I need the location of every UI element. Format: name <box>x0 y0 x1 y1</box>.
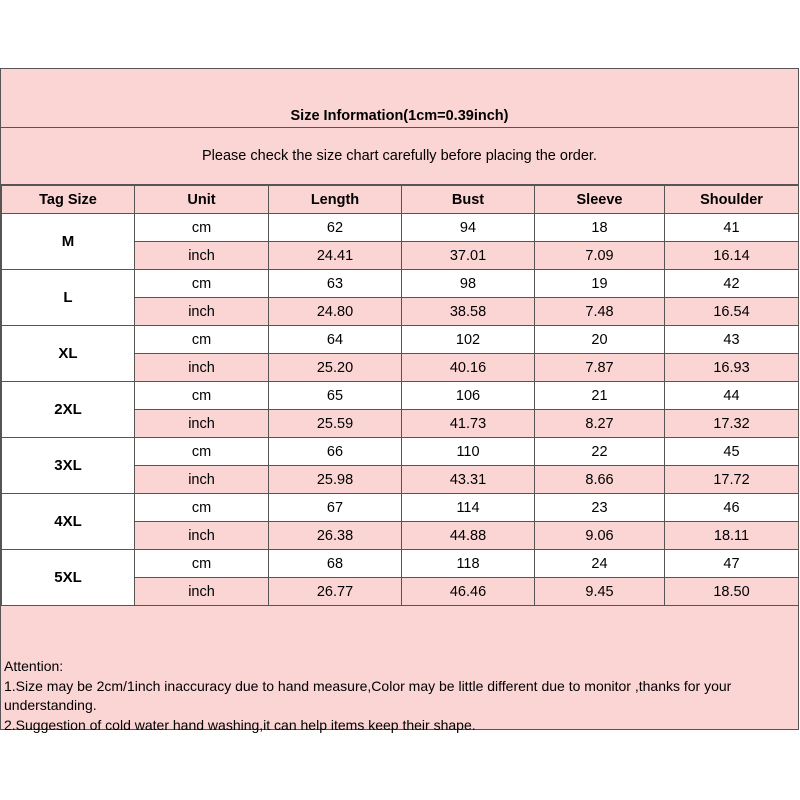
tag-size-cell: XL <box>2 326 135 382</box>
tag-size-cell: L <box>2 270 135 326</box>
shoulder-cell: 43 <box>665 326 799 354</box>
unit-cell: inch <box>135 466 269 494</box>
unit-cell: inch <box>135 578 269 606</box>
attention-line-2: 2.Suggestion of cold water hand washing,it can help items keep their shape. <box>4 716 476 733</box>
table-row <box>2 550 799 578</box>
tag-size-cell: 4XL <box>2 494 135 550</box>
sleeve-cell: 22 <box>535 438 665 466</box>
header-shoulder: Shoulder <box>665 186 799 214</box>
shoulder-cell: 44 <box>665 382 799 410</box>
shoulder-cell: 41 <box>665 214 799 242</box>
bust-cell: 98 <box>402 270 535 298</box>
bust-cell: 106 <box>402 382 535 410</box>
size-notice: Please check the size chart carefully before placing the order. <box>202 148 597 164</box>
length-cell: 64 <box>269 326 402 354</box>
sleeve-cell: 19 <box>535 270 665 298</box>
size-table-body <box>2 214 799 606</box>
length-cell: 26.77 <box>269 578 402 606</box>
sleeve-cell: 18 <box>535 214 665 242</box>
length-cell: 25.20 <box>269 354 402 382</box>
bust-cell: 37.01 <box>402 242 535 270</box>
unit-cell: cm <box>135 438 269 466</box>
tag-size-cell: 5XL <box>2 550 135 606</box>
unit-cell: inch <box>135 298 269 326</box>
length-cell: 25.98 <box>269 466 402 494</box>
shoulder-cell: 17.32 <box>665 410 799 438</box>
unit-cell: inch <box>135 522 269 550</box>
unit-cell: cm <box>135 270 269 298</box>
length-cell: 66 <box>269 438 402 466</box>
header-length: Length <box>269 186 402 214</box>
table-row <box>2 382 799 410</box>
shoulder-cell: 18.50 <box>665 578 799 606</box>
size-chart <box>0 68 799 733</box>
unit-cell: cm <box>135 214 269 242</box>
sleeve-cell: 7.09 <box>535 242 665 270</box>
bust-cell: 102 <box>402 326 535 354</box>
table-header-row <box>2 186 799 214</box>
chart-title: Size Information(1cm=0.39inch) <box>290 108 509 124</box>
notice-band <box>1 128 798 185</box>
bust-cell: 38.58 <box>402 298 535 326</box>
shoulder-cell: 17.72 <box>665 466 799 494</box>
bust-cell: 46.46 <box>402 578 535 606</box>
header-sleeve: Sleeve <box>535 186 665 214</box>
unit-cell: inch <box>135 242 269 270</box>
bust-cell: 43.31 <box>402 466 535 494</box>
shoulder-cell: 46 <box>665 494 799 522</box>
shoulder-cell: 47 <box>665 550 799 578</box>
length-cell: 68 <box>269 550 402 578</box>
bust-cell: 94 <box>402 214 535 242</box>
shoulder-cell: 18.11 <box>665 522 799 550</box>
shoulder-cell: 16.93 <box>665 354 799 382</box>
attention-notes <box>4 657 794 735</box>
bust-cell: 118 <box>402 550 535 578</box>
shoulder-cell: 42 <box>665 270 799 298</box>
length-cell: 26.38 <box>269 522 402 550</box>
sleeve-cell: 9.06 <box>535 522 665 550</box>
length-cell: 65 <box>269 382 402 410</box>
sleeve-cell: 24 <box>535 550 665 578</box>
sleeve-cell: 7.87 <box>535 354 665 382</box>
shoulder-cell: 16.54 <box>665 298 799 326</box>
sleeve-cell: 8.27 <box>535 410 665 438</box>
length-cell: 24.41 <box>269 242 402 270</box>
size-table <box>1 185 799 606</box>
attention-line-1: 1.Size may be 2cm/1inch inaccuracy due to hand measure,Color may be little different due to monitor ,thanks for your understanding. <box>4 677 732 713</box>
table-row <box>2 326 799 354</box>
bust-cell: 40.16 <box>402 354 535 382</box>
unit-cell: inch <box>135 354 269 382</box>
table-row <box>2 438 799 466</box>
shoulder-cell: 45 <box>665 438 799 466</box>
length-cell: 25.59 <box>269 410 402 438</box>
tag-size-cell: M <box>2 214 135 270</box>
bust-cell: 110 <box>402 438 535 466</box>
title-band <box>1 69 798 128</box>
sleeve-cell: 20 <box>535 326 665 354</box>
table-row <box>2 494 799 522</box>
unit-cell: cm <box>135 326 269 354</box>
unit-cell: cm <box>135 494 269 522</box>
length-cell: 62 <box>269 214 402 242</box>
length-cell: 63 <box>269 270 402 298</box>
sleeve-cell: 21 <box>535 382 665 410</box>
header-tag-size: Tag Size <box>2 186 135 214</box>
shoulder-cell: 16.14 <box>665 242 799 270</box>
sleeve-cell: 7.48 <box>535 298 665 326</box>
bust-cell: 114 <box>402 494 535 522</box>
bust-cell: 41.73 <box>402 410 535 438</box>
header-unit: Unit <box>135 186 269 214</box>
attention-heading: Attention: <box>4 658 64 674</box>
header-bust: Bust <box>402 186 535 214</box>
unit-cell: cm <box>135 382 269 410</box>
unit-cell: inch <box>135 410 269 438</box>
sleeve-cell: 23 <box>535 494 665 522</box>
tag-size-cell: 2XL <box>2 382 135 438</box>
tag-size-cell: 3XL <box>2 438 135 494</box>
table-row <box>2 270 799 298</box>
bust-cell: 44.88 <box>402 522 535 550</box>
unit-cell: cm <box>135 550 269 578</box>
table-row <box>2 214 799 242</box>
sleeve-cell: 9.45 <box>535 578 665 606</box>
length-cell: 67 <box>269 494 402 522</box>
length-cell: 24.80 <box>269 298 402 326</box>
sleeve-cell: 8.66 <box>535 466 665 494</box>
